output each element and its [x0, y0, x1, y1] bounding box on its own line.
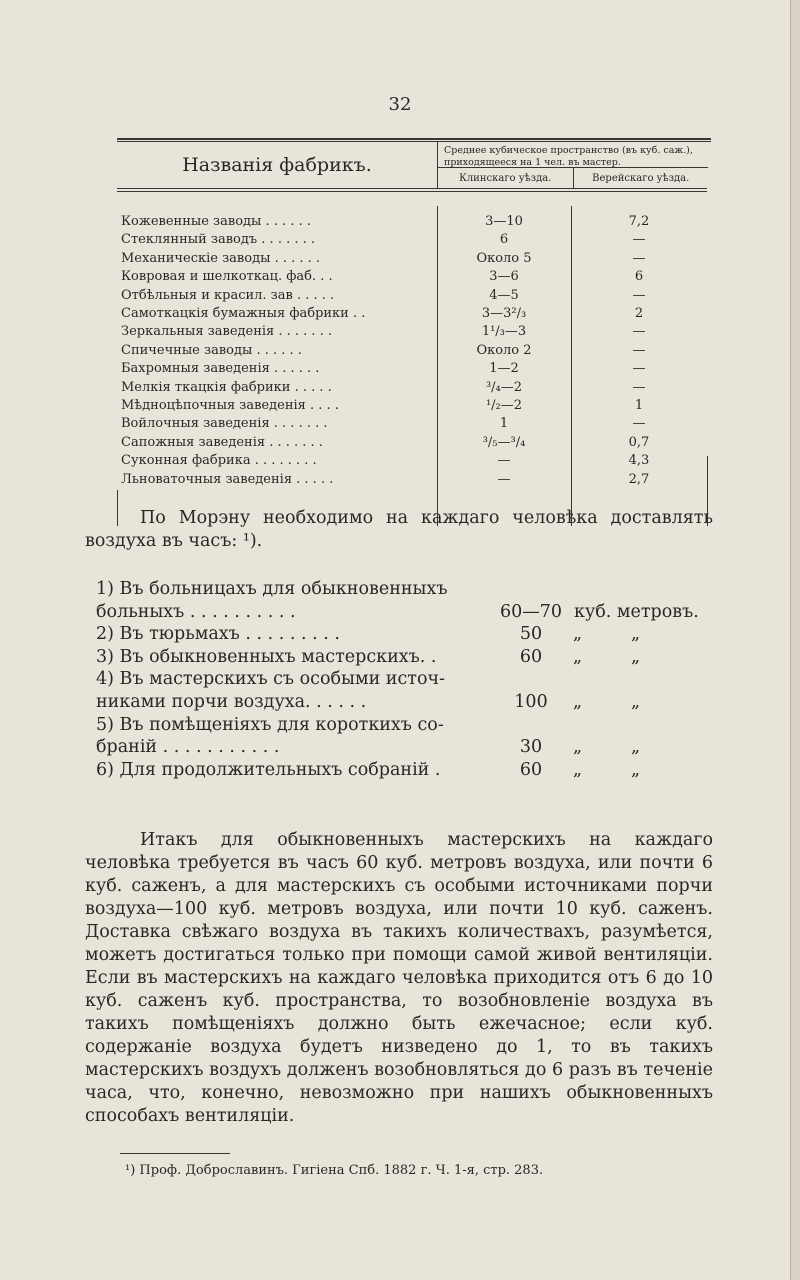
header-vereya-district: Верейскаго уѣзда. [573, 168, 709, 188]
klin-value-cell: ³/₅—³/₄ [482, 434, 526, 450]
conclusion-text: Итакъ для обыкновенныхъ мастерскихъ на каждаго человѣка требуется въ часъ 60 куб. метровъ воздуха, или почти 6 куб. саженъ, а для мастерскихъ съ особыми источниками порчи воздуха—100 куб. метровъ воздуха, или почти 10 куб. саженъ. Доставка свѣжаго воздуха въ такихъ количествахъ, разумѣется, можетъ достигаться только при помощи самой живой вентиляціи. Если въ мастерскихъ на каждаго человѣка приходится отъ 6 до 10 куб. саженъ куб. пространства, то возобновленіе воздуха въ такихъ помѣщеніяхъ должно быть ежечасное; если куб. содержаніе воздуха будетъ низведено до 1, то въ такихъ мастерскихъ воздухъ долженъ возобновляться до 6 разъ въ теченіе часа, что, конечно, невозможно при нашихъ обыкновенныхъ способахъ вентиляціи. [85, 830, 713, 1126]
header-rule-double [117, 191, 707, 192]
table-row [117, 324, 707, 340]
list-item-value: 50 [519, 624, 543, 645]
table-header [117, 142, 707, 190]
klin-value-cell: Около 2 [476, 342, 532, 358]
vereya-value-cell: — [632, 232, 646, 248]
list-item-text: никами порчи воздуха. . . . . . [96, 691, 367, 712]
klin-value-cell: ¹/₂—2 [485, 398, 523, 413]
factory-name-cell: Бахромныя заведенія . . . . . . [121, 361, 320, 377]
factory-name-cell: Ковровая и шелкоткац. фаб. . . [121, 269, 333, 285]
factory-name-cell: Самоткацкія бумажныя фабрики . . [121, 306, 366, 321]
klin-value-cell: 1¹/₃—3 [481, 324, 527, 340]
factory-name-cell: Зеркальныя заведенія . . . . . . . [121, 324, 333, 340]
list-item-line [96, 646, 716, 669]
list-item-text: браній . . . . . . . . . . . [96, 737, 280, 758]
ditto-mark: „ [631, 759, 641, 780]
factories-table [117, 142, 707, 487]
intro-paragraph [85, 507, 713, 553]
klin-value-cell: 3—6 [489, 269, 519, 285]
list-item-text: 1) Въ больницахъ для обыкновенныхъ [96, 579, 448, 599]
page-edge [790, 0, 800, 1280]
header-space-group [437, 142, 708, 188]
klin-value-cell: 1—2 [489, 361, 519, 377]
list-item-text: 4) Въ мастерскихъ съ особыми источ- [96, 669, 445, 690]
factory-name-cell: Кожевенные заводы . . . . . . [121, 214, 311, 229]
ditto-mark: „ [573, 737, 583, 758]
header-space-caption: Среднее кубическое пространство (въ куб. саж.), приходящееся на 1 чел. въ мастер. [438, 142, 708, 168]
list-item-line [96, 714, 716, 737]
klin-value-cell: — [497, 453, 511, 469]
vereya-value-cell: 1 [634, 398, 644, 413]
list-item-text: 3) Въ обыкновенныхъ мастерскихъ. . [96, 646, 437, 667]
factory-name-cell: Отбѣльныя и красил. зав . . . . . [121, 287, 335, 303]
list-item-value: 100 [514, 691, 548, 712]
header-klin-district: Клинскаго уѣзда. [459, 172, 552, 184]
table-row [117, 453, 707, 469]
vereya-value-cell: 6 [634, 269, 644, 285]
list-item-value: 30 [519, 737, 543, 758]
ditto-mark: „ [631, 624, 641, 645]
klin-value-cell: 4—5 [489, 287, 519, 303]
footnote-rule [120, 1153, 230, 1154]
table-top-rule [117, 138, 711, 140]
ditto-mark: „ [573, 624, 583, 645]
table-row [117, 343, 707, 359]
factory-name-cell: Стеклянный заводъ . . . . . . . [121, 232, 316, 248]
table-row [117, 416, 707, 432]
list-item-line [96, 691, 716, 714]
table-row [117, 251, 707, 267]
ditto-mark: „ [573, 759, 583, 780]
header-factory-names: Названія фабрикъ. [182, 154, 372, 176]
table-row [117, 232, 707, 248]
ditto-mark: „ [573, 691, 583, 712]
intro-text: По Морэну необходимо на каждаго человѣка доставлять воздуха въ часъ: ¹). [85, 508, 713, 551]
vereya-value-cell: — [632, 361, 646, 377]
list-item-line [96, 759, 716, 782]
vereya-value-cell: — [632, 250, 646, 266]
table-row [117, 214, 707, 230]
factory-name-cell: Мѣдноцѣпочныя заведенія . . . . [121, 398, 339, 413]
ditto-mark: „ [631, 646, 641, 667]
vereya-value-cell: 7,2 [628, 214, 650, 229]
list-item-value: 60—70 [499, 601, 563, 622]
factory-name-cell: Войлочныя заведенія . . . . . . . [121, 416, 328, 432]
list-item-line [96, 736, 716, 759]
vereya-value-cell: 2,7 [628, 471, 650, 487]
air-requirements-list [96, 578, 716, 781]
klin-value-cell: 1 [499, 416, 509, 432]
table-row [117, 435, 707, 451]
factory-name-cell: Мелкія ткацкія фабрики . . . . . [121, 379, 332, 395]
table-body [117, 206, 707, 526]
vereya-value-cell: 4,3 [628, 453, 650, 469]
klin-value-cell: 6 [499, 232, 509, 248]
table-row [117, 269, 707, 285]
list-item-text: 2) Въ тюрьмахъ . . . . . . . . . [96, 624, 340, 645]
vereya-value-cell: 0,7 [628, 434, 650, 450]
list-item-unit: куб. метровъ. [574, 601, 699, 622]
list-item-line [96, 668, 716, 691]
table-row [117, 398, 707, 414]
page-number: 32 [388, 94, 412, 115]
klin-value-cell: — [497, 471, 511, 487]
list-item-value: 60 [519, 646, 543, 667]
footnote: ¹) Проф. Доброславинъ. Гигіена Спб. 1882 г. Ч. 1-я, стр. 283. [125, 1163, 544, 1178]
list-item-text: 5) Въ помѣщеніяхъ для короткихъ со- [96, 714, 444, 735]
klin-value-cell: 3—3²/₃ [481, 306, 527, 321]
conclusion-paragraph [85, 829, 713, 1128]
ditto-mark: „ [631, 737, 641, 758]
factory-name-cell: Спичечные заводы . . . . . . [121, 342, 302, 358]
factory-name-cell: Суконная фабрика . . . . . . . . [121, 453, 317, 469]
vereya-value-cell: — [632, 287, 646, 303]
vereya-value-cell: 2 [634, 306, 644, 321]
table-row [117, 288, 707, 304]
table-row [117, 306, 707, 322]
factory-name-cell: Сапожныя заведенія . . . . . . . [121, 434, 323, 450]
ditto-mark: „ [573, 646, 583, 667]
table-row [117, 361, 707, 377]
list-item-value: 60 [519, 759, 543, 780]
header-subcolumns [438, 168, 708, 188]
header-rule [117, 188, 707, 189]
vereya-value-cell: — [632, 342, 646, 358]
list-item-text: больныхъ . . . . . . . . . . [96, 601, 296, 622]
list-item-line [96, 623, 716, 646]
list-item-line [96, 578, 716, 601]
list-item-line [96, 601, 716, 624]
factory-name-cell: Льноваточныя заведенія . . . . . [121, 471, 334, 487]
list-item-text: 6) Для продолжительныхъ собраній . [96, 759, 441, 780]
table-row [117, 380, 707, 396]
klin-value-cell: ³/₄—2 [485, 379, 523, 395]
klin-value-cell: Около 5 [476, 250, 532, 266]
table-row [117, 472, 707, 488]
vereya-value-cell: — [632, 379, 646, 395]
ditto-mark: „ [631, 691, 641, 712]
vereya-value-cell: — [632, 416, 646, 432]
vereya-value-cell: — [632, 324, 646, 340]
factory-name-cell: Механическіе заводы . . . . . . [121, 250, 321, 266]
klin-value-cell: 3—10 [485, 214, 523, 229]
